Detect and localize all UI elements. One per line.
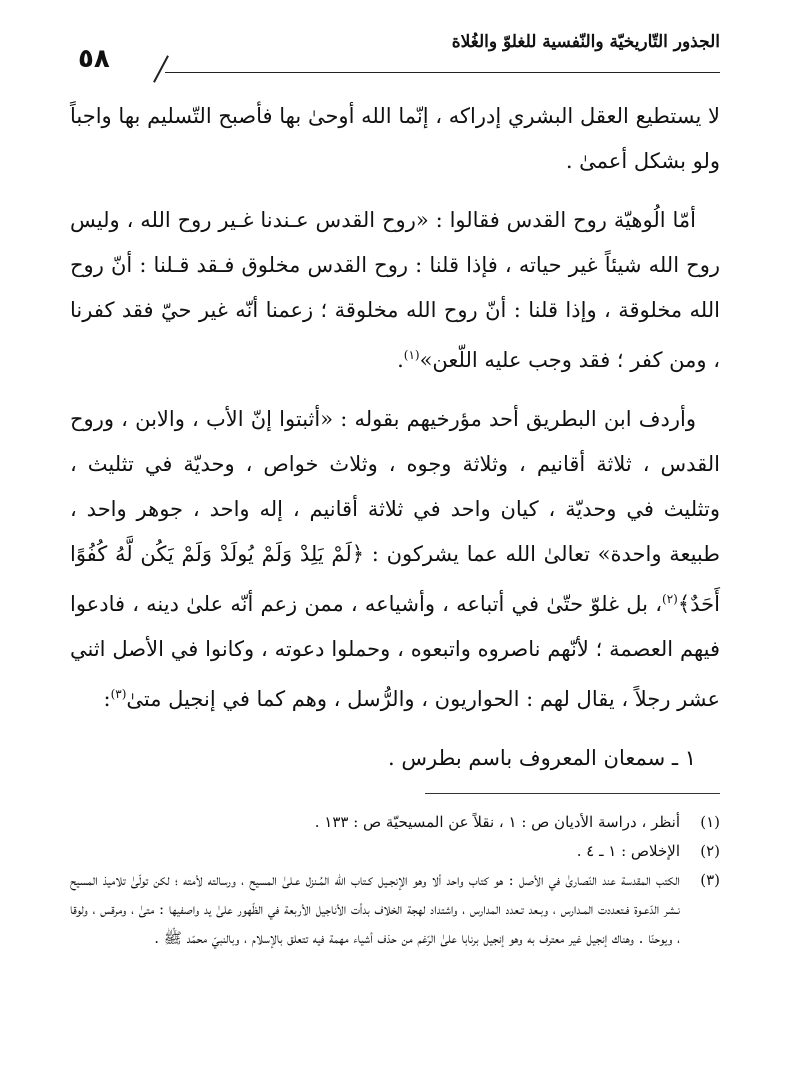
footnote-item [70,837,720,866]
page-header [70,30,720,74]
footnote-ref-3[interactable]: (٣) [110,687,127,701]
header-divider-slash [153,55,169,82]
footnote-number: (٢) [700,842,720,860]
header-rule [165,72,720,73]
footnote-text: الإخلاص : ١ ـ ٤ . [576,842,680,860]
footnote-ref-2[interactable]: (٢) [662,592,678,606]
footnote-text: الكتب المقدسة عند النّصارىٰ في الأصل : هو كتاب واحد ألا وهو الإنجـيل كـتاب الله المُـنزل عـلىٰ المسيح ، ورسالته لأمته ؛ لكن تولّىٰ تلاميذ المسيح نـشر الدّعـوة فـتعددت المـدارس ، وبـعد تـعدد المدارس ، واشتداد لهجة الخلاف بدأت الأناجيل الأربعة في الظّهور علىٰ يد واصفيها : متىٰ ، ومرقس ، ولوقا ، ويوحنّا . وهناك إنجيل غير معترف به وهو إنجيل برنابا علىٰ الرّغم من حذف أشياء مهمة فيه تتعلق بالإسلام ، وبالنبيّ محمّد ﷺ . [70,871,680,947]
footnote-number: (٣) [700,871,720,889]
main-text [70,94,720,795]
page-number: ٥٨ [78,44,110,74]
paragraph-3: وأردف ابن البطريق أحد مؤرخيهم بقوله : «أثبتوا إنّ الأب ، والابن ، وروح القدس ، ثلاثة أقانيم ، وثلاثة وجوه ، وثلاث خواص ، وحديّة في تثليث ، وتثليث في وحديّة ، كيان واحد في ثلاثة أقانيم ، إله واحد ، جوهر واحد ، طبيعة واحدة» تعالىٰ الله عما يشركون : ﴿لَمْ يَلِدْ وَلَمْ يُولَدْ وَلَمْ يَكُن لَّهُ كُفُوًا أَحَدٌ﴾$^{(٢)}$، بل غلوّ حتّىٰ في أتباعه ، وأشياعه ، ممن زعم أنّه علىٰ دينه ، فادعوا فيهم العصمة ؛ لأنّهم ناصروه واتبعوه ، وحملوا دعوته ، وكانوا في الأصل اثني عشر رجلاً ، يقال لهم : الحواريون ، والرُّسل ، وهم كما في إنجيل متىٰ$^{(٣)}$: [70,407,720,711]
paragraph-2: أمّا الُوهيّة روح القدس فقالوا : «روح القدس عـندنا غـير روح الله ، وليس روح الله شيئاً غير حياته ، فإذا قلنا : روح القدس مخلوق فـقد قـلنا : أنّ روح الله مخلوقة ، وإذا قلنا : أنّ روح الله مخلوقة ؛ زعمنا أنّه غير حيّ فقد كفرنا ، ومن كفر ؛ فقد وجب عليه اللّعن»$^{(١)}$. [70,208,720,372]
footnote-item [70,808,720,837]
footnote-text: أنظر ، دراسة الأديان ص : ١ ، نقلاً عن المسيحيّة ص : ١٣٣ . [314,813,680,831]
footnote-item [70,866,720,953]
footnote-number: (١) [700,813,720,831]
running-title: الجذور التّاريخيّة والنّفسية للغلوّ والغُلاة [451,32,720,52]
list-item: ١ ـ سمعان المعروف باسم بطرس . [388,746,696,770]
footnote-separator [425,793,720,794]
footnote-ref-1[interactable]: (١) [403,348,420,362]
footnotes [70,808,720,953]
paragraph-1: لا يستطيع العقل البشري إدراكه ، إنّما الله أوحىٰ بها فأصبح التّسليم بها واجباً ولو بشكل أعمىٰ . [70,104,720,173]
